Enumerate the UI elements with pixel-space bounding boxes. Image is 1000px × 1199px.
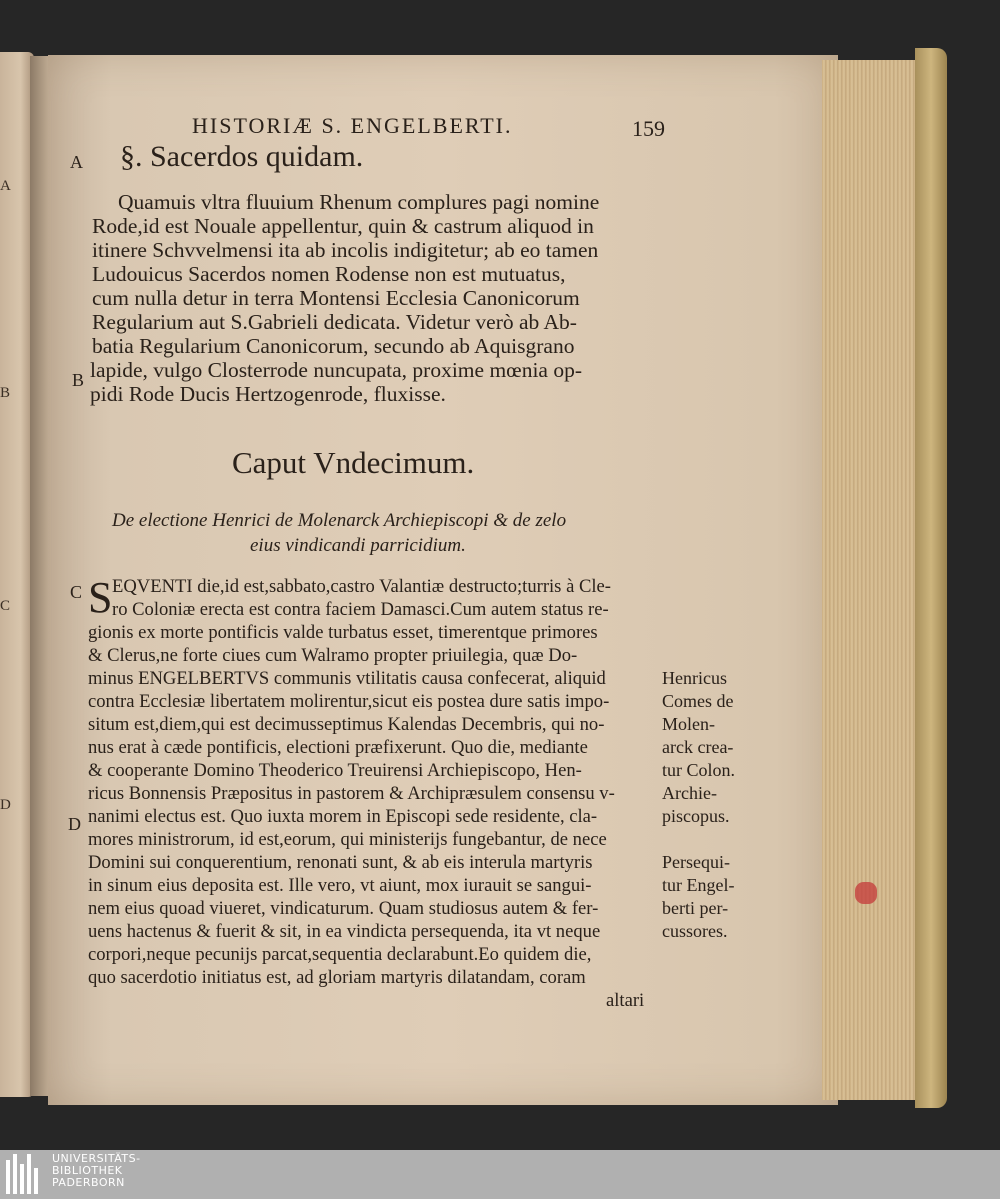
- paragraph-line: Regularium aut S.Gabrieli dedicata. Videtur verò ab Ab-: [92, 310, 577, 334]
- paragraph-line: nem eius quoad viueret, vindicaturum. Quam studiosus autem & fer-: [88, 898, 599, 919]
- paragraph-line: minus ENGELBERTVS communis vtilitatis causa confecerat, aliquid: [88, 668, 606, 689]
- book-cover-edge: [915, 48, 947, 1108]
- paragraph-line: ricus Bonnensis Præpositus in pastorem & Archipræsulem consensu v-: [88, 783, 615, 804]
- paragraph-line: & Clerus,ne forte ciues cum Walramo propter priuilegia, quæ Do-: [88, 645, 578, 666]
- paragraph-line: mores ministrorum, id est,eorum, qui ministerijs fungebantur, de nece: [88, 829, 607, 850]
- margin-marker-b: B: [72, 370, 85, 390]
- section-title: §. Sacerdos quidam.: [120, 140, 364, 173]
- paragraph-line: lapide, vulgo Closterrode nuncupata, proxime mœnia op-: [90, 358, 582, 382]
- side-note-line: Comes de: [662, 691, 734, 711]
- paragraph-line: corpori,neque pecunijs parcat,sequentia declarabunt.Eo quidem die,: [88, 944, 592, 965]
- side-note-line: Persequi-: [662, 852, 730, 872]
- paragraph-line: Rode,id est Nouale appellentur, quin & castrum aliquod in: [92, 214, 594, 238]
- chapter-subtitle-line: eius vindicandi parricidium.: [250, 535, 466, 556]
- chapter-title: Caput Vndecimum.: [232, 445, 475, 480]
- footer-line-1: UNIVERSITÄTS-: [52, 1152, 141, 1165]
- paragraph-line: Domini sui conquerentium, renonati sunt, & ab eis interula martyris: [88, 852, 593, 873]
- side-note-line: tur Colon.: [662, 760, 736, 780]
- paragraph-line: ro Coloniæ erecta est contra faciem Damasci.Cum autem status re-: [112, 599, 609, 620]
- footer-line-2: BIBLIOTHEK: [52, 1164, 123, 1177]
- side-note-line: piscopus.: [662, 806, 730, 826]
- paragraph-line: Ludouicus Sacerdos nomen Rodense non est mutuatus,: [92, 262, 566, 286]
- side-note-line: tur Engel-: [662, 875, 735, 895]
- chapter-subtitle-line: De electione Henrici de Molenarck Archiepiscopi & de zelo: [112, 510, 567, 531]
- paragraph-line: pidi Rode Ducis Hertzogenrode, fluxisse.: [90, 382, 446, 406]
- red-stain: [855, 882, 877, 904]
- paragraph-line: quo sacerdotio initiatus est, ad gloriam martyris dilatandam, coram: [88, 967, 586, 988]
- margin-marker-a: A: [70, 152, 83, 172]
- library-logo-icon: [6, 1154, 46, 1194]
- paragraph-line: batia Regularium Canonicorum, secundo ab Aquisgrano: [92, 334, 575, 358]
- left-page-letter: C: [0, 598, 11, 614]
- margin-marker-d: D: [68, 814, 81, 834]
- paragraph-line: EQVENTI die,id est,sabbato,castro Valantiæ destructo;turris à Cle-: [112, 576, 611, 597]
- paragraph-line: & cooperante Domino Theoderico Treuirensi Archiepiscopo, Hen-: [88, 760, 582, 781]
- catchword: altari: [606, 990, 645, 1011]
- side-note-line: Henricus: [662, 668, 727, 688]
- side-note-line: berti per-: [662, 898, 729, 918]
- left-page-letter: A: [0, 178, 11, 194]
- side-note-line: arck crea-: [662, 737, 734, 757]
- paragraph-line: nanimi electus est. Quo iuxta morem in Episcopi sede residente, cla-: [88, 806, 598, 827]
- paragraph-line: gionis ex morte pontificis valde turbatus esset, timerentque primores: [88, 622, 598, 643]
- page-number: 159: [632, 116, 665, 141]
- drop-cap: S: [88, 573, 113, 622]
- side-note-line: Molen-: [662, 714, 715, 734]
- paragraph-line: uens hactenus & fuerit & sit, in ea vindicta persequenda, ita vt neque: [88, 921, 601, 942]
- left-page-letter: B: [0, 385, 11, 401]
- left-page-edge: [0, 52, 34, 1097]
- paragraph-line: in sinum eius deposita est. Ille vero, vt aiunt, mox iurauit se sangui-: [88, 875, 592, 896]
- left-page-letter: D: [0, 797, 11, 813]
- side-note-line: Archie-: [662, 783, 717, 803]
- paragraph-line: contra Ecclesiæ libertatem molirentur,sicut eis postea dure satis impo-: [88, 691, 610, 712]
- library-footer: [0, 1150, 1000, 1199]
- paragraph-line: Quamuis vltra fluuium Rhenum complures pagi nomine: [118, 190, 600, 214]
- paragraph-line: cum nulla detur in terra Montensi Ecclesia Canonicorum: [92, 286, 580, 310]
- margin-marker-c: C: [70, 582, 83, 602]
- running-head: HISTORIÆ S. ENGELBERTI.: [192, 113, 513, 138]
- paragraph-line: nus erat à cæde pontificis, electioni præfixerunt. Quo die, mediante: [88, 737, 588, 758]
- footer-line-3: PADERBORN: [52, 1176, 125, 1189]
- paragraph-line: itinere Schvvelmensi ita ab incolis indigitetur; ab eo tamen: [92, 238, 599, 262]
- paragraph-line: situm est,diem,qui est decimusseptimus Kalendas Decembris, qui no-: [88, 714, 605, 735]
- side-note-line: cussores.: [662, 921, 728, 941]
